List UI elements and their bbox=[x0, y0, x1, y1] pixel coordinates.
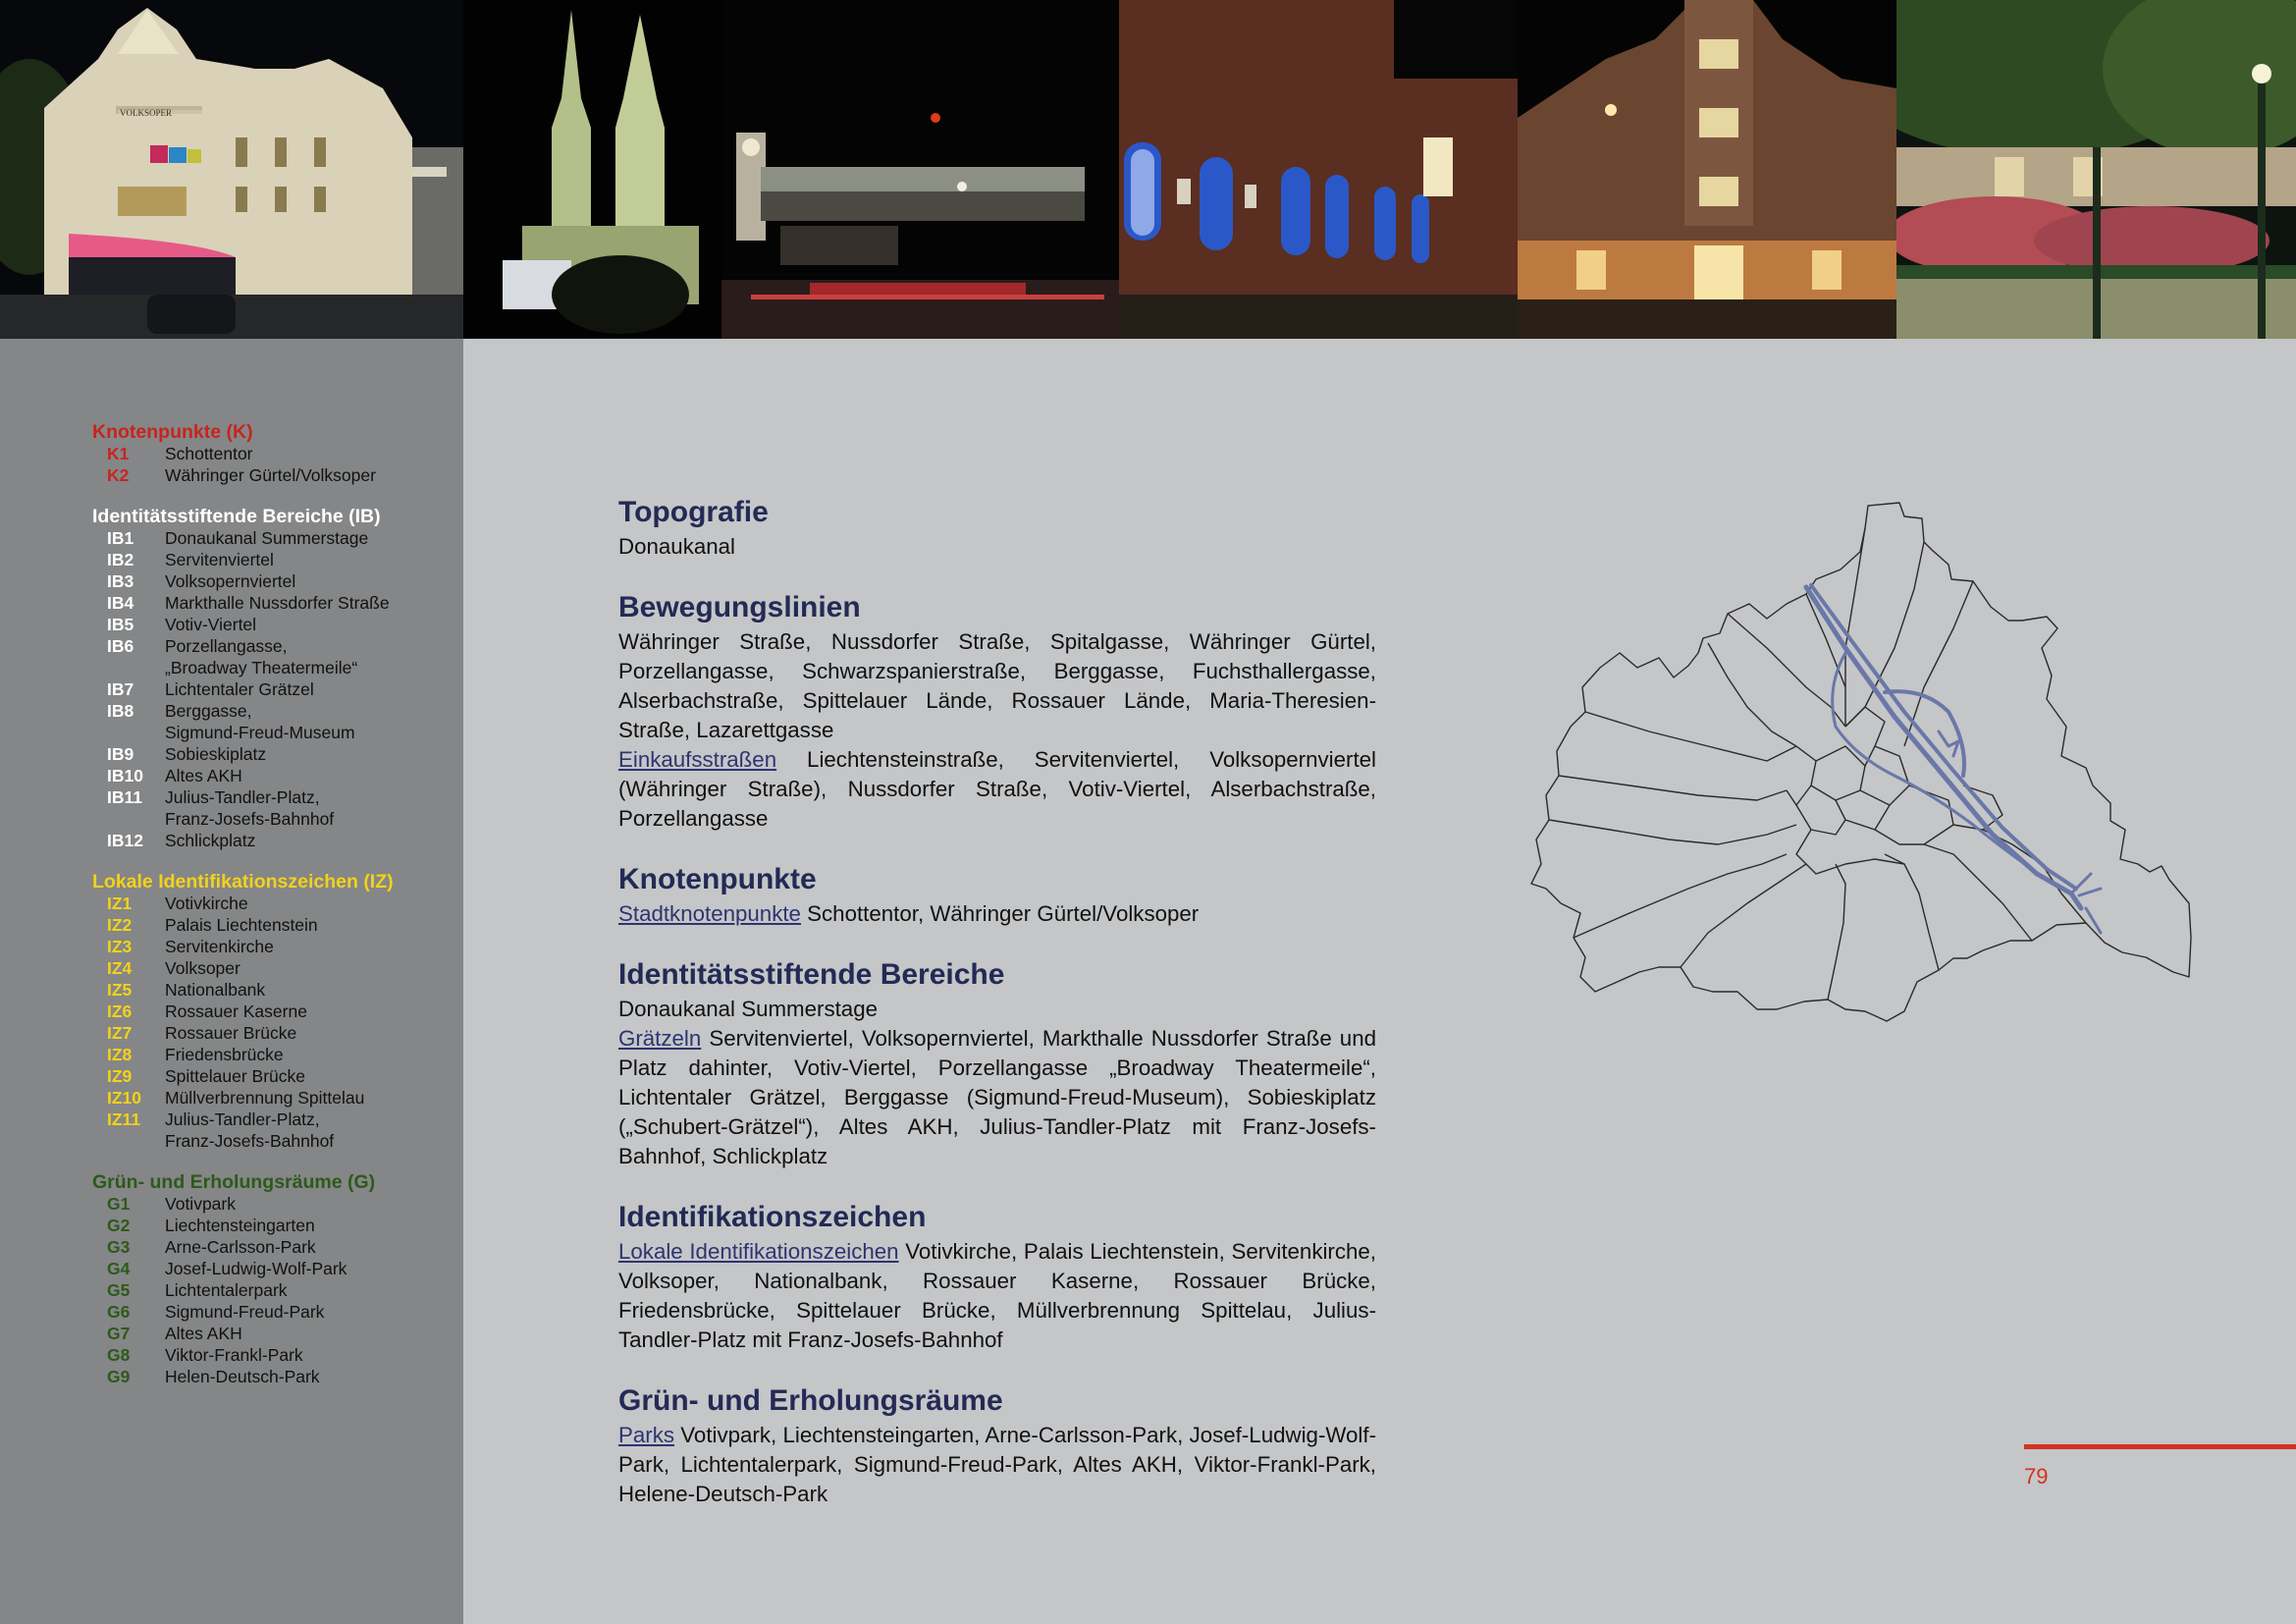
legend-code: IZ2 bbox=[107, 915, 133, 935]
legend-label: Servitenviertel bbox=[165, 550, 274, 569]
category-link[interactable]: Stadtknotenpunkte bbox=[618, 901, 801, 926]
legend-code: IB4 bbox=[107, 593, 134, 613]
legend-item bbox=[92, 914, 455, 936]
legend-label-line: Julius-Tandler-Platz, bbox=[165, 787, 320, 807]
legend-item bbox=[92, 1065, 455, 1087]
legend-title-identitaet: Identitätsstiftende Bereiche (IB) bbox=[92, 506, 381, 527]
section-text bbox=[618, 745, 1376, 834]
map-district-border bbox=[1845, 805, 1890, 830]
legend-item bbox=[92, 1215, 455, 1236]
section-identifikationszeichen bbox=[618, 1199, 1376, 1355]
legend-code: IB5 bbox=[107, 615, 134, 634]
legend-item bbox=[92, 1109, 455, 1152]
legend-label: Liechtensteingarten bbox=[165, 1216, 315, 1235]
legend-label: Nationalbank bbox=[165, 980, 266, 1000]
map-district-border bbox=[1585, 712, 1796, 761]
legend-code: IZ5 bbox=[107, 980, 133, 1000]
map-district-border bbox=[1796, 830, 1904, 874]
legend-item bbox=[92, 1087, 455, 1109]
category-text: Votivpark, Liechtensteingarten, Arne-Carlsson-Park, Josef-Ludwig-Wolf-Park, Lichtentalerpark, Sigmund-Freud-Park, Altes AKH, Viktor-Frankl-Park, Helene-Deutsch-Park bbox=[618, 1423, 1376, 1506]
legend-code: IB8 bbox=[107, 701, 134, 721]
legend-label: Altes AKH bbox=[165, 766, 242, 785]
legend-item bbox=[92, 743, 455, 765]
legend-label-line: Sigmund-Freud-Museum bbox=[165, 723, 355, 742]
volksoper-sign: VOLKSOPER bbox=[120, 108, 173, 118]
legend-item bbox=[92, 527, 455, 549]
legend-item bbox=[92, 936, 455, 957]
legend-label: Lichtentaler Grätzel bbox=[165, 679, 314, 699]
category-link[interactable]: Einkaufsstraßen bbox=[618, 747, 777, 772]
legend-code: IZ4 bbox=[107, 958, 133, 978]
legend-item bbox=[92, 786, 455, 830]
legend-label: Volksopernviertel bbox=[165, 571, 296, 591]
map-district-border bbox=[1708, 643, 1796, 746]
legend-code: G9 bbox=[107, 1367, 131, 1386]
map-district-border bbox=[1559, 776, 1787, 800]
legend-label: Volksoper bbox=[165, 958, 240, 978]
legend-item bbox=[92, 1323, 455, 1344]
volksoper-night-photo bbox=[0, 0, 463, 339]
legend-code: G7 bbox=[107, 1324, 131, 1343]
legend-item bbox=[92, 1193, 455, 1215]
map-district-border bbox=[1885, 854, 1939, 970]
map-district-border bbox=[1549, 820, 1796, 844]
legend-item bbox=[92, 1044, 455, 1065]
category-text: Votivkirche, Palais Liechtenstein, Servitenkirche, Volksoper, Nationalbank, Rossauer Kaserne, Rossauer Brücke, Friedensbrücke, Spittelauer Brücke, Müllverbrennung Spittelau, Julius-Tandler-Platz mit Franz-Josefs-Bahnhof bbox=[618, 1239, 1377, 1352]
section-knotenpunkte bbox=[618, 861, 1376, 929]
legend-label bbox=[165, 700, 455, 743]
legend-label-line: Franz-Josefs-Bahnhof bbox=[165, 809, 335, 829]
section-text: Donaukanal Summerstage bbox=[618, 997, 878, 1021]
legend-code: IB2 bbox=[107, 550, 134, 569]
legend-title-gruen: Grün- und Erholungsräume (G) bbox=[92, 1171, 376, 1193]
legend-sidebar bbox=[0, 339, 463, 1624]
legend-item bbox=[92, 700, 455, 743]
legend-code: IZ7 bbox=[107, 1023, 133, 1043]
legend-item bbox=[92, 893, 455, 914]
legend-label bbox=[165, 1109, 455, 1152]
legend-label: Votivkirche bbox=[165, 893, 248, 913]
legend-item bbox=[92, 830, 455, 851]
category-text: Servitenviertel, Volksopernviertel, Markthalle Nussdorfer Straße und Platz dahinter, Votiv-Viertel, Porzellangasse „Broadway Theatermeile“, Lichtentaler Grätzel, Berggasse (Sigmund-Freud-Museum), Sobieskiplatz („Schubert-Grätzel“), Altes AKH, Julius-Tandler-Platz mit Franz-Josefs-Bahnhof, Schlickplatz bbox=[618, 1026, 1376, 1168]
legend-label: Votivpark bbox=[165, 1194, 236, 1214]
photo-strip bbox=[0, 0, 2296, 339]
category-link[interactable]: Grätzeln bbox=[618, 1026, 702, 1051]
legend-label-line: Franz-Josefs-Bahnhof bbox=[165, 1131, 335, 1151]
section-title: Identitätsstiftende Bereiche bbox=[618, 958, 1005, 991]
map-district-border bbox=[1728, 614, 1845, 727]
legend-code: IB12 bbox=[107, 831, 143, 850]
guertel-bridge-night-photo bbox=[721, 0, 1119, 339]
section-text: Donaukanal bbox=[618, 534, 736, 559]
page-number: 79 bbox=[2024, 1464, 2049, 1489]
legend-label: Votiv-Viertel bbox=[165, 615, 257, 634]
legend-label: Altes AKH bbox=[165, 1324, 242, 1343]
legend-item bbox=[92, 443, 455, 464]
legend-label: Schlickplatz bbox=[165, 831, 256, 850]
section-text bbox=[618, 1237, 1376, 1355]
legend-code: IZ3 bbox=[107, 937, 133, 956]
legend-code: IZ11 bbox=[107, 1110, 141, 1129]
legend-item bbox=[92, 1022, 455, 1044]
map-district-border bbox=[1953, 785, 2002, 830]
legend-label: Arne-Carlsson-Park bbox=[165, 1237, 316, 1257]
legend-code: IZ10 bbox=[107, 1088, 142, 1108]
legend-label: Währinger Gürtel/Volksoper bbox=[165, 465, 376, 485]
section-identitaetsstiftende-bereiche bbox=[618, 956, 1376, 1171]
section-text: Währinger Straße, Nussdorfer Straße, Spitalgasse, Währinger Gürtel, Porzellangasse, Schwarzspanierstraße, Berggasse, Fuchsthallergasse, Alserbachstraße, Spittelauer Lände, Rossauer Lände, Maria-Theresien-Straße, Lazarettgasse bbox=[618, 629, 1376, 742]
legend-item bbox=[92, 765, 455, 786]
legend-item bbox=[92, 464, 455, 486]
page-number-rule bbox=[2024, 1444, 2296, 1449]
legend-code: G3 bbox=[107, 1237, 131, 1257]
legend-code: IZ9 bbox=[107, 1066, 133, 1086]
legend-item bbox=[92, 570, 455, 592]
legend-title-lokale: Lokale Identifikationszeichen (IZ) bbox=[92, 871, 394, 893]
section-title: Grün- und Erholungsräume bbox=[618, 1384, 1003, 1417]
legend-label-line: Porzellangasse, bbox=[165, 636, 288, 656]
legend-label: Friedensbrücke bbox=[165, 1045, 284, 1064]
map-district-border bbox=[1574, 854, 1787, 938]
legend-item bbox=[92, 635, 455, 678]
legend-label: Sigmund-Freud-Park bbox=[165, 1302, 325, 1322]
legend-label: Rossauer Brücke bbox=[165, 1023, 297, 1043]
legend-item bbox=[92, 1366, 455, 1387]
park-night-photo bbox=[1896, 0, 2296, 339]
legend-item bbox=[92, 957, 455, 979]
map-district-border bbox=[1787, 746, 1816, 805]
legend-code: IB9 bbox=[107, 744, 134, 764]
map-district-border bbox=[1860, 746, 1909, 805]
section-title: Topografie bbox=[618, 496, 769, 528]
section-text bbox=[618, 1024, 1376, 1171]
legend-code: G6 bbox=[107, 1302, 131, 1322]
legend-code: IZ6 bbox=[107, 1001, 133, 1021]
map-district-border bbox=[1875, 785, 1953, 844]
map-district-border bbox=[1796, 800, 1845, 835]
legend-code: IB7 bbox=[107, 679, 134, 699]
legend-code: G1 bbox=[107, 1194, 131, 1214]
section-title: Knotenpunkte bbox=[618, 863, 817, 895]
section-gruen-erholungsraeume bbox=[618, 1382, 1376, 1509]
legend-title-knotenpunkte: Knotenpunkte (K) bbox=[92, 421, 253, 443]
legend-item bbox=[92, 1258, 455, 1279]
legend-item bbox=[92, 1236, 455, 1258]
legend-label: Schottentor bbox=[165, 444, 253, 463]
legend-item bbox=[92, 678, 455, 700]
legend-label-line: Berggasse, bbox=[165, 701, 252, 721]
section-topografie bbox=[618, 494, 1376, 562]
corner-building-night-photo bbox=[1518, 0, 1896, 339]
map-alte-donau-lake bbox=[1939, 731, 1958, 756]
legend-code: G5 bbox=[107, 1280, 131, 1300]
legend-item bbox=[92, 592, 455, 614]
legend-label: Spittelauer Brücke bbox=[165, 1066, 305, 1086]
legend-code: IB3 bbox=[107, 571, 134, 591]
section-bewegungslinien bbox=[618, 589, 1376, 834]
legend-code: K2 bbox=[107, 465, 130, 485]
map-district-border bbox=[1828, 864, 1845, 1000]
vienna-district-map bbox=[1520, 491, 2207, 1041]
legend-code: G4 bbox=[107, 1259, 131, 1278]
legend-code: IB10 bbox=[107, 766, 143, 785]
legend-code: IB11 bbox=[107, 787, 142, 807]
legend-item bbox=[92, 979, 455, 1001]
section-title: Identifikationszeichen bbox=[618, 1201, 927, 1233]
altes-akh-facade-photo bbox=[1119, 0, 1518, 339]
category-text: Liechtensteinstraße, Servitenviertel, Volksopernviertel (Währinger Straße), Nussdorfer Straße, Votiv-Viertel, Alserbachstraße, Porzellangasse bbox=[618, 747, 1376, 831]
legend-item bbox=[92, 614, 455, 635]
legend-label: Rossauer Kaserne bbox=[165, 1001, 307, 1021]
legend-label: Müllverbrennung Spittelau bbox=[165, 1088, 365, 1108]
section-text bbox=[618, 1421, 1376, 1509]
main-content bbox=[618, 494, 1376, 1537]
section-title: Bewegungslinien bbox=[618, 591, 861, 623]
legend-label: Servitenkirche bbox=[165, 937, 274, 956]
legend-label-line: Julius-Tandler-Platz, bbox=[165, 1110, 320, 1129]
legend-code: G8 bbox=[107, 1345, 131, 1365]
legend-code: G2 bbox=[107, 1216, 131, 1235]
section-text bbox=[618, 899, 1376, 929]
legend-code: IZ1 bbox=[107, 893, 133, 913]
legend-label: Lichtentalerpark bbox=[165, 1280, 288, 1300]
legend-label: Sobieskiplatz bbox=[165, 744, 267, 764]
legend-label-line: „Broadway Theatermeile“ bbox=[165, 658, 358, 677]
legend-label: Josef-Ludwig-Wolf-Park bbox=[165, 1259, 347, 1278]
legend-item bbox=[92, 1279, 455, 1301]
legend-item bbox=[92, 1301, 455, 1323]
legend-label: Helen-Deutsch-Park bbox=[165, 1367, 320, 1386]
legend-label: Palais Liechtenstein bbox=[165, 915, 318, 935]
legend-code: IB6 bbox=[107, 636, 134, 656]
legend-item bbox=[92, 549, 455, 570]
legend bbox=[92, 421, 455, 1387]
legend-label bbox=[165, 786, 455, 830]
votivkirche-night-photo bbox=[463, 0, 721, 339]
category-link[interactable]: Lokale Identifikationszeichen bbox=[618, 1239, 899, 1264]
legend-code: IZ8 bbox=[107, 1045, 133, 1064]
category-text: Schottentor, Währinger Gürtel/Volksoper bbox=[800, 901, 1200, 926]
map-district-border bbox=[1811, 746, 1865, 800]
legend-code: K1 bbox=[107, 444, 130, 463]
legend-label bbox=[165, 635, 455, 678]
legend-label: Markthalle Nussdorfer Straße bbox=[165, 593, 390, 613]
legend-item bbox=[92, 1001, 455, 1022]
legend-label: Donaukanal Summerstage bbox=[165, 528, 369, 548]
legend-item bbox=[92, 1344, 455, 1366]
legend-label: Viktor-Frankl-Park bbox=[165, 1345, 303, 1365]
legend-code: IB1 bbox=[107, 528, 134, 548]
map-district-border bbox=[1681, 864, 1806, 967]
category-link[interactable]: Parks bbox=[618, 1423, 674, 1447]
